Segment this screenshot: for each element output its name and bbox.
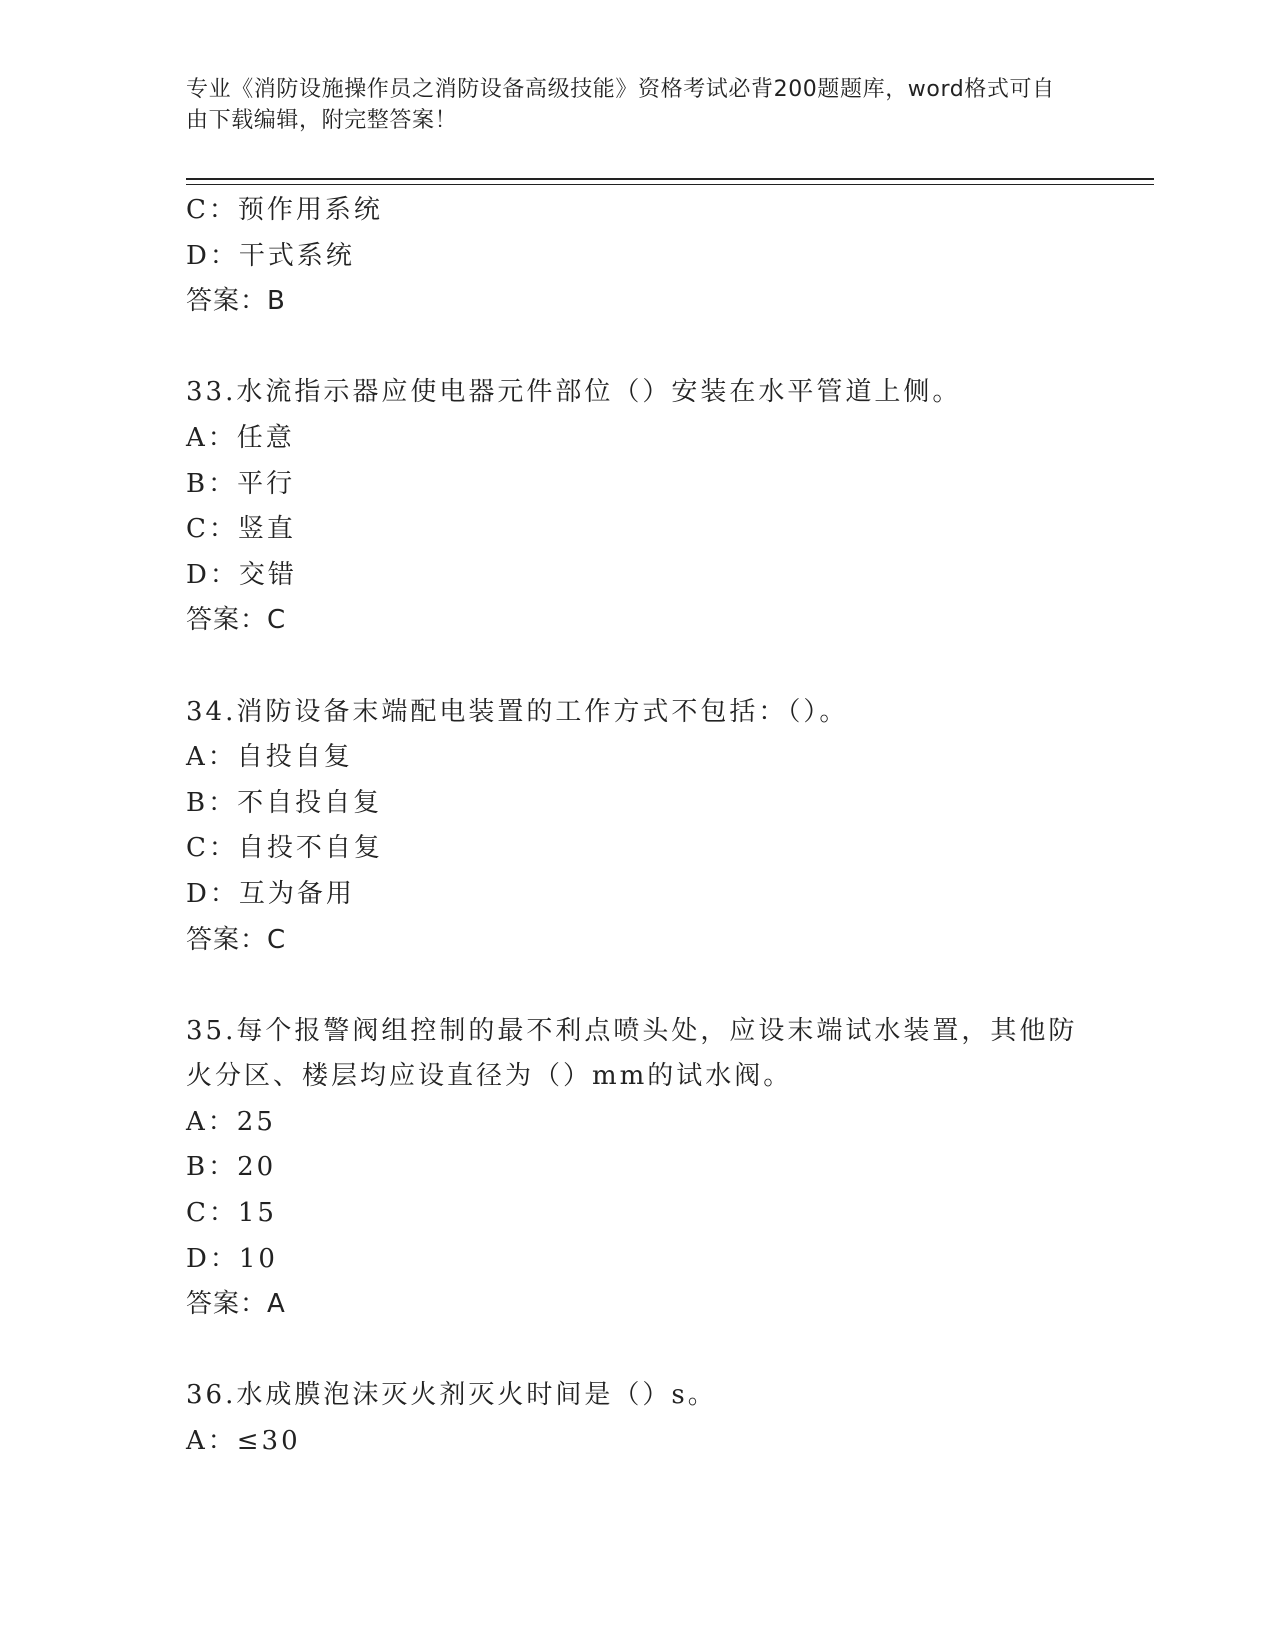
spacer — [186, 644, 1086, 690]
spacer — [186, 963, 1086, 1009]
option-c: C：15 — [186, 1198, 277, 1229]
header-divider — [186, 178, 1154, 180]
option-c: C：预作用系统 — [186, 195, 383, 225]
option-d: D：交错 — [186, 559, 297, 590]
option-b: B：平行 — [186, 468, 296, 499]
option-a: A：任意 — [186, 422, 295, 453]
answer: 答案：A — [186, 1289, 286, 1320]
question-text: 34.消防设备末端配电装置的工作方式不包括：（）。 — [186, 696, 849, 727]
answer: 答案：C — [186, 605, 287, 636]
option-a: A：≤30 — [186, 1426, 301, 1457]
question-34 — [186, 690, 1086, 964]
spacer — [186, 1328, 1086, 1374]
question-33 — [186, 370, 1086, 644]
question-text: 36.水成膜泡沫灭火剂灭火时间是（）s。 — [186, 1380, 717, 1411]
option-d: D：互为备用 — [186, 878, 355, 909]
option-a: A：25 — [186, 1106, 276, 1137]
answer: 答案：C — [186, 924, 287, 955]
answer: 答案：B — [186, 286, 286, 317]
option-a: A：自投自复 — [186, 742, 353, 773]
option-c: C：自投不自复 — [186, 833, 383, 864]
option-c: C：竖直 — [186, 514, 296, 545]
option-d: D：干式系统 — [186, 240, 355, 271]
question-35 — [186, 1009, 1086, 1328]
question-36 — [186, 1373, 1086, 1464]
header-divider-thin — [186, 184, 1154, 185]
option-b: B：不自投自复 — [186, 787, 383, 818]
question-32-continued — [186, 188, 1086, 325]
document-header: 专业《消防设施操作员之消防设备高级技能》资格考试必背200题题库，word格式可自由下载编辑，附完整答案！ — [186, 77, 1055, 133]
spacer — [186, 325, 1086, 371]
question-text: 35.每个报警阀组控制的最不利点喷头处，应设末端试水装置，其他防火分区、楼层均应设直径为（）mm的试水阀。 — [186, 1015, 1078, 1092]
option-b: B：20 — [186, 1152, 277, 1183]
question-text: 33.水流指示器应使电器元件部位（）安装在水平管道上侧。 — [186, 377, 962, 408]
option-d: D：10 — [186, 1243, 278, 1274]
question-list — [186, 188, 1086, 1465]
